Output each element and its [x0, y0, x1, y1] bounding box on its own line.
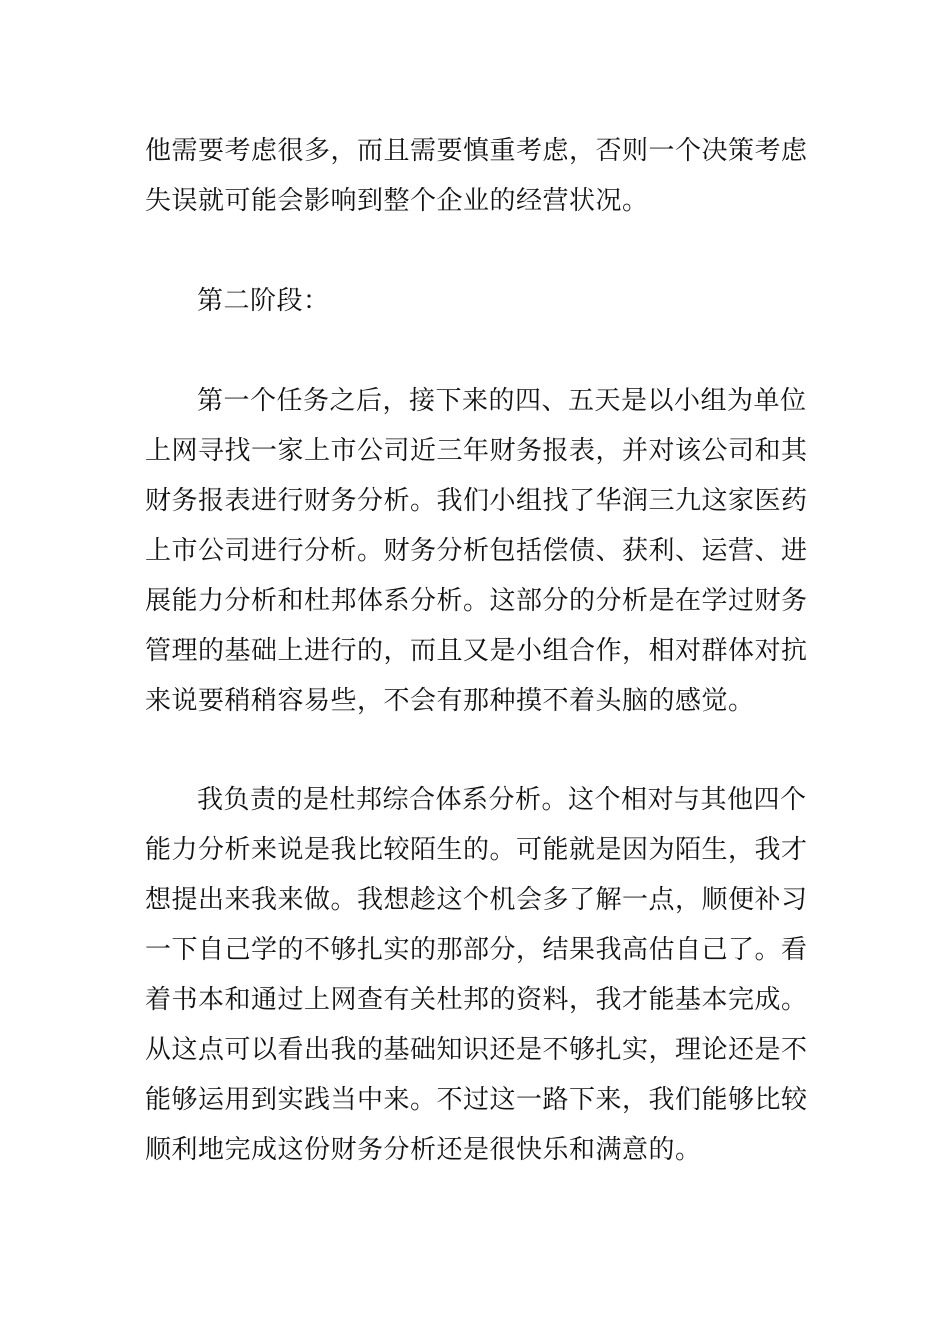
- paragraph-2-line-2: 上网寻找一家上市公司近三年财务报表，并对该公司和其: [145, 436, 808, 466]
- paragraph-3-line-3: 想提出来我来做。我想趁这个机会多了解一点，顺便补习: [145, 885, 808, 915]
- paragraph-2-line-7: 来说要稍稍容易些，不会有那种摸不着头脑的感觉。: [145, 686, 755, 716]
- paragraph-1-line-2: 失误就可能会影响到整个企业的经营状况。: [145, 186, 649, 216]
- paragraph-3-line-8: 顺利地完成这份财务分析还是很快乐和满意的。: [145, 1135, 702, 1165]
- paragraph-3-line-2: 能力分析来说是我比较陌生的。可能就是因为陌生，我才: [145, 835, 808, 865]
- paragraph-1-line-1: 他需要考虑很多，而且需要慎重考虑，否则一个决策考虑: [145, 136, 808, 166]
- paragraph-2-line-1: 第一个任务之后，接下来的四、五天是以小组为单位: [197, 386, 807, 416]
- paragraph-3-line-6: 从这点可以看出我的基础知识还是不够扎实，理论还是不: [145, 1035, 808, 1065]
- paragraph-2-line-6: 管理的基础上进行的，而且又是小组合作，相对群体对抗: [145, 636, 808, 666]
- paragraph-3-line-5: 着书本和通过上网查有关杜邦的资料，我才能基本完成。: [145, 985, 808, 1015]
- paragraph-2-line-4: 上市公司进行分析。财务分析包括偿债、获利、运营、进: [145, 536, 808, 566]
- paragraph-3-line-4: 一下自己学的不够扎实的那部分，结果我高估自己了。看: [145, 935, 808, 965]
- paragraph-3-line-1: 我负责的是杜邦综合体系分析。这个相对与其他四个: [197, 785, 807, 815]
- paragraph-3-line-7: 能够运用到实践当中来。不过这一路下来，我们能够比较: [145, 1085, 808, 1115]
- paragraph-2-line-5: 展能力分析和杜邦体系分析。这部分的分析是在学过财务: [145, 586, 808, 616]
- paragraph-2-line-3: 财务报表进行财务分析。我们小组找了华润三九这家医药: [145, 486, 808, 516]
- section-heading-stage-2: 第二阶段：: [197, 286, 330, 316]
